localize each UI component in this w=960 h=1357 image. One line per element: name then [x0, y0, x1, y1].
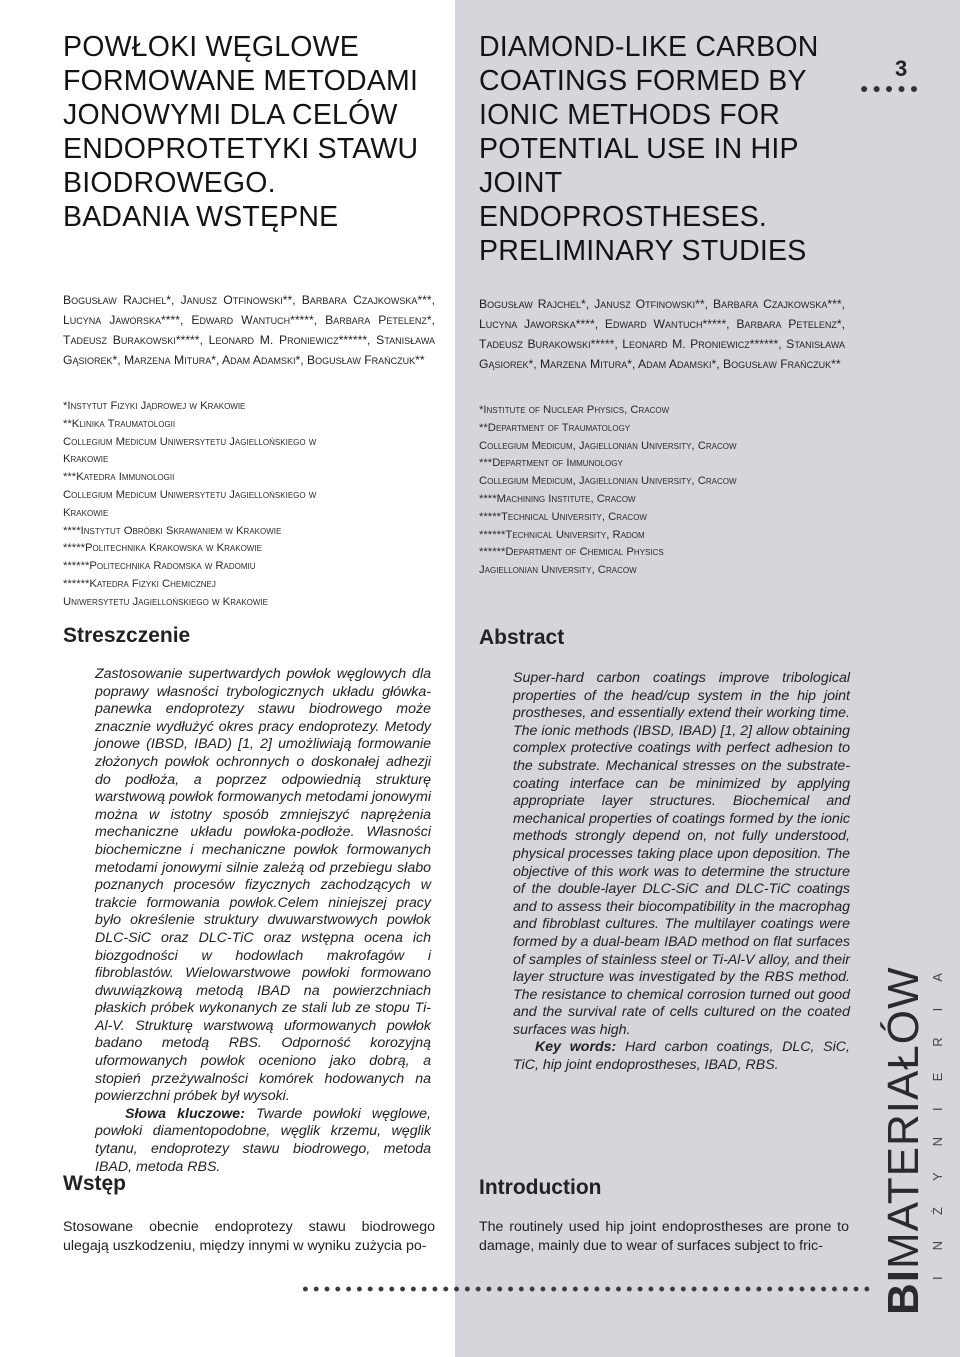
title-line: ENDOPROSTHESES.: [479, 201, 768, 233]
title-lines: [63, 30, 435, 234]
decorative-dots: ●●●●●: [860, 80, 923, 96]
affiliation-line: ******Technical University, Radom: [479, 528, 645, 541]
title-line: COATINGS FORMED BY: [479, 65, 807, 97]
decorative-dot-line: [300, 1285, 875, 1293]
english-title: [479, 30, 859, 268]
affiliation-line: *Institute of Nuclear Physics, Cracow: [479, 404, 670, 416]
affiliation-line: ******Department of Chemical Physics: [479, 546, 664, 559]
affiliation-line: ******Katedra Fizyki Chemicznej: [63, 577, 216, 590]
affiliation-line: Collegium Medicum, Jagiellonian University, Cracow: [479, 439, 737, 452]
english-authors: Bogusław Rajchel*, Janusz Otfinowski**, Barbara Czajkowska***, Lucyna Jaworska****, Edward Wantuch*****, Barbara Petelenz*, Tadeusz Burakowski*****, Leonard M. Proniewicz******, Stanisława Gąsiorek*, Marzena Mitura*, Adam Adamski*, Bogusław Frańczuk**: [479, 297, 845, 371]
title-line: ENDOPROTETYKI STAWU: [63, 133, 419, 165]
affiliation-line: Jagiellonian University, Cracow: [479, 564, 637, 577]
affiliation-line: Collegium Medicum Uniwersytetu Jagiellońskiego w: [63, 488, 317, 501]
english-abstract-heading: Abstract: [479, 626, 565, 649]
affiliation-line: **Department of Traumatology: [479, 421, 631, 434]
title-line: FORMOWANE METODAMI: [63, 65, 419, 97]
title-line: JONOWYMI DLA CELÓW: [63, 99, 398, 131]
polish-authors: Bogusław Rajchel*, Janusz Otfinowski**, Barbara Czajkowska***, Lucyna Jaworska****, Edward Wantuch*****, Barbara Petelenz*, Tadeusz Burakowski*****, Leonard M. Proniewicz******, Stanisława Gąsiorek*, Marzena Mitura*, Adam Adamski*, Bogusław Frańczuk**: [63, 293, 435, 367]
english-intro-text: The routinely used hip joint endoprostheses are prone to damage, mainly due to wear of surfaces subject to fric-: [479, 1219, 849, 1254]
polish-keywords-text: Twarde powłoki węglowe, powłoki diamentopodobne, węglik krzemu, węglik tytanu, endoprotezy stawu biodrowego, metoda IBAD, metoda RBS.: [95, 1105, 431, 1175]
english-intro-heading: Introduction: [479, 1176, 602, 1199]
english-affiliations: [479, 402, 859, 580]
affiliation-line: *****Politechnika Krakowska w Krakowie: [63, 542, 262, 555]
polish-intro-text: Stosowane obecnie endoprotezy stawu biodrowego ulegają uszkodzeniu, między innymi w wyniku zużycia po-: [63, 1219, 435, 1254]
english-abstract: [513, 670, 850, 1075]
title-line: POTENTIAL USE IN HIP: [479, 133, 799, 165]
english-keywords-text: Hard carbon coatings, DLC, SiC, TiC, hip joint endoprostheses, IBAD, RBS.: [513, 1039, 850, 1074]
title-line: POWŁOKI WĘGLOWE: [63, 31, 359, 63]
polish-keywords-label: Słowa kluczowe:: [125, 1105, 245, 1122]
title-line: JOINT: [479, 167, 563, 199]
logo-main-text: [879, 966, 928, 1315]
affiliation-line: ******Politechnika Radomska w Radomiu: [63, 560, 256, 573]
title-line: BADANIA WSTĘPNE: [63, 201, 339, 233]
polish-abstract-heading: Streszczenie: [63, 624, 191, 647]
logo-sub-text: INŻYNIERIA: [930, 947, 945, 1280]
affiliation-line: **Klinika Traumatologii: [63, 417, 176, 430]
affiliation-line: ****Instytut Obróbki Skrawaniem w Krakowie: [63, 524, 282, 537]
english-keywords: [513, 1039, 850, 1074]
logo-bi: BI: [879, 1269, 928, 1315]
affiliation-line: ***Katedra Immunologii: [63, 471, 175, 484]
english-abstract-text: Super-hard carbon coatings improve tribological properties of the head/cup system in the hip joint prostheses, and essentially extend their working time. The ionic methods (IBSD, IBAD) [1, 2] allow obtaining complex protective coatings with perfect adhesion to the substrate. Mechanical stresses on the substrate-coating interface can be minimized by applying appropriate layer structures. Biochemical and mechanical properties of coatings formed by the ionic methods strongly depend on, not fully understood, physical processes taking place upon deposition. The objective of this work was to determine the structure of the double-layer DLC-SiC and DLC-TiC coatings and to assess their biocompatibility in the macrophag and fibroblast cultures. The multilayer coatings were formed by a dual-beam IBAD method on flat surfaces of samples of stainless steel or Ti-Al-V alloy, and their layer structure was investigated by the RBS method. The resistance to chemical corrosion turned out good and the survival rate of cells cultured on the coated surfaces was high.: [513, 670, 850, 1038]
affiliation-line: Collegium Medicum Uniwersytetu Jagiellońskiego w: [63, 435, 317, 448]
affiliation-line: Uniwersytetu Jagiellońskiego w Krakowie: [63, 595, 269, 608]
title-lines: [479, 30, 859, 268]
title-line: PRELIMINARY STUDIES: [479, 235, 807, 267]
affiliation-line: ****Machining Institute, Cracow: [479, 492, 636, 505]
polish-intro-heading: Wstęp: [63, 1172, 126, 1195]
affiliation-line: Krakowie: [63, 453, 109, 466]
polish-abstract: [95, 666, 431, 1176]
title-line: DIAMOND-LIKE CARBON: [479, 31, 819, 63]
english-keywords-label: Key words:: [535, 1039, 617, 1056]
logo-materialow: MATERIAŁÓW: [879, 966, 928, 1269]
title-line: IONIC METHODS FOR: [479, 99, 781, 131]
polish-abstract-text: Zastosowanie supertwardych powłok węglowych dla poprawy własności trybologicznych układu główka-panewka endoprotezy stawu biodrowego może znacznie wydłużyć okres pracy endoprotezy. Metody jonowe (IBSD, IBAD) [1, 2] umożliwiają formowanie złożonych powłok ochronnych o doskonałej adhezji do podłoża, a poprzez odpowiednią strukturę warstwową powłok formowanych metodami jonowymi można w istotny sposób zmniejszyć naprężenia mechaniczne układu powłoka-podłoże. Własności biochemiczne i mechaniczne powłok formowanych metodami jonowymi silnie zależą od przebiegu słabo poznanych procesów fizycznych zachodzących w trakcie formowania powłok.Celem niniejszej pracy było określenie struktury dwuwarstwowych powłok DLC-SiC oraz DLC-TiC oraz wstępna ocena ich biozgodności w hodowlach makrofagów i fibroblastów. Wielowarstwowe powłoki formowano dwuwiązkową metodą IBAD na powierzchniach płaskich próbek wykonanych ze stali lub ze stopu Ti-Al-V. Strukturę warstwową uformowanych powłok badano metodą RBS. Odporność korozyjną uformowanych powłok oceniono jako dobrą, a stopień przeżywalności komórek hodowanych na powierzchni próbek był wysoki.: [95, 666, 431, 1105]
polish-affiliations: [63, 398, 435, 612]
journal-logo: [872, 947, 945, 1320]
title-line: BIODROWEGO.: [63, 167, 276, 199]
polish-title: [63, 30, 435, 234]
polish-keywords: [95, 1106, 431, 1176]
page-number: 3: [895, 56, 908, 81]
affiliation-line: *Instytut Fizyki Jądrowej w Krakowie: [63, 400, 246, 412]
affiliation-line: *****Technical University, Cracow: [479, 510, 647, 523]
affiliation-line: ***Department of Immunology: [479, 457, 623, 470]
affiliation-line: Collegium Medicum, Jagiellonian University, Cracow: [479, 475, 737, 488]
affiliation-line: Krakowie: [63, 506, 109, 519]
